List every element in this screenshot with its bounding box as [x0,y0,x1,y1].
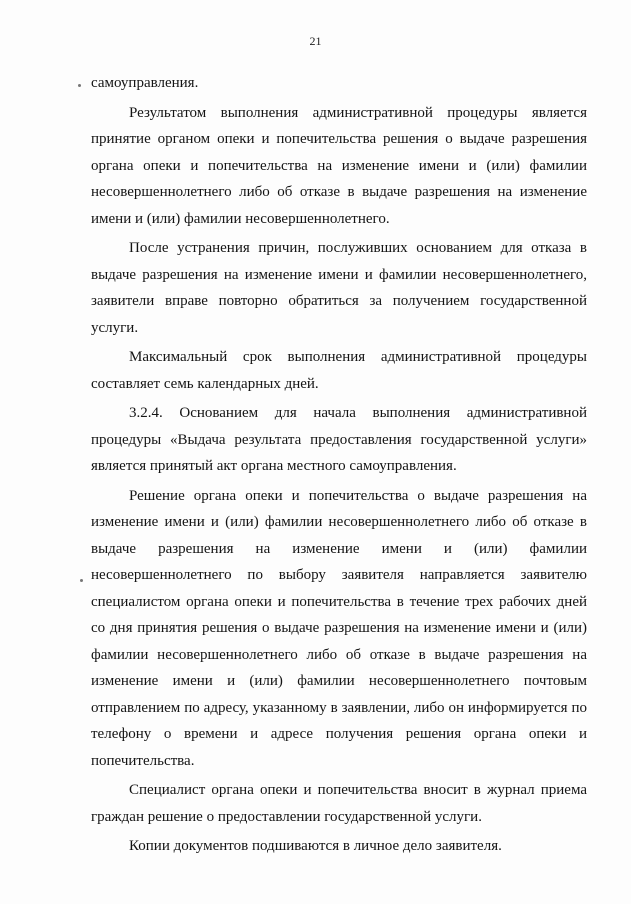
paragraph-journal-entry: Специалист органа опеки и попечительства вносит в журнал приема граждан решение о предоставлении государственной услуги. [91,782,587,825]
scan-artifact-dot [78,84,81,87]
paragraph-result: Результатом выполнения административной процедуры является принятие органом опеки и попечительства решения о выдаче разрешения органа опеки и попечительства на изменение имени и (или) фамилии несовершеннолетнего либо об отказе в выдаче разрешения на изменение имени и (или) фамилии несовершеннолетнего. [91,104,587,227]
scan-artifact-dot [80,579,83,582]
paragraph-continuation: самоуправления. [91,75,199,91]
paragraph-section-3-2-4: 3.2.4. Основанием для начала выполнения административной процедуры «Выдача результата предоставления государственной услуги» является принятый акт органа местного самоуправления. [91,405,587,474]
paragraph-reapply: После устранения причин, послуживших основанием для отказа в выдаче разрешения на изменение имени и фамилии несовершеннолетнего, заявители вправе повторно обратиться за получением государственной услуги. [91,240,587,336]
document-body [91,70,587,863]
paragraph-copies: Копии документов подшиваются в личное дело заявителя. [129,838,502,854]
paragraph-max-term: Максимальный срок выполнения административной процедуры составляет семь календарных дней. [91,349,587,392]
page-number: 21 [309,34,322,48]
paragraph-decision-delivery: Решение органа опеки и попечительства о выдаче разрешения на изменение имени и (или) фамилии несовершеннолетнего либо об отказе в выдаче разрешения на изменение имени и (или) фамилии несовершеннолетнего по выбору заявителя направляется заявителю специалистом органа опеки и попечительства в течение трех рабочих дней со дня принятия решения о выдаче разрешения на изменение имени и (или) фамилии несовершеннолетнего либо об отказе в выдаче разрешения на изменение имени и (или) фамилии несовершеннолетнего почтовым отправлением по адресу, указанному в заявлении, либо он информируется по телефону о времени и адресе получения решения органа опеки и попечительства. [91,487,587,769]
